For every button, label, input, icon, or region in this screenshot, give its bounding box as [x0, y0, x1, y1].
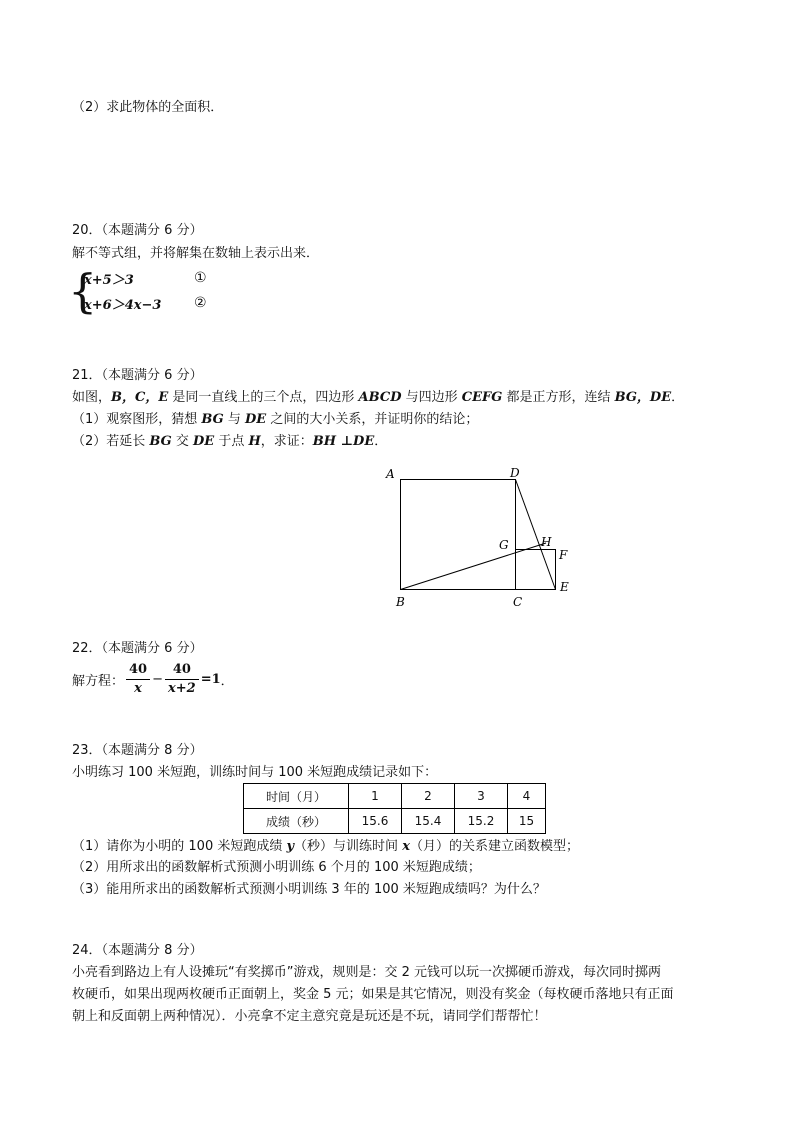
- text: 交: [171, 434, 194, 449]
- q20-ineq2: x+6＞4x−3: [84, 298, 162, 313]
- text: ．: [374, 434, 388, 449]
- label-a: A: [386, 467, 395, 481]
- numerator: 40: [165, 661, 199, 680]
- label-d: D: [510, 466, 520, 480]
- label-e: E: [560, 580, 569, 594]
- square-abcd: ABCD: [358, 390, 402, 405]
- q23-part2: （2）用所求出的函数解析式预测小明训练 6 个月的 100 米短跑成绩；: [72, 860, 481, 875]
- conclusion: BH ⊥DE: [312, 434, 375, 449]
- text: 于点: [214, 434, 249, 449]
- row-label: 成绩（秒）: [244, 809, 349, 834]
- q23-header: 23．（本题满分 8 分）: [72, 743, 203, 758]
- label-b: B: [396, 595, 405, 609]
- q21-header: 21．（本题满分 6 分）: [72, 368, 203, 383]
- seg-bg: BG: [149, 434, 172, 449]
- geometry-figure: [380, 460, 580, 612]
- minus-sign: −: [152, 671, 164, 687]
- label-f: F: [559, 548, 568, 562]
- q20-ineq1: x+5＞3: [84, 273, 134, 288]
- table-row: [244, 784, 546, 809]
- q20-prompt: 解不等式组，并将解集在数轴上表示出来．: [72, 246, 320, 261]
- text: 是同一直线上的三个点，四边形: [168, 390, 359, 405]
- denominator: x+2: [168, 680, 196, 696]
- text: （2）若延长: [72, 434, 150, 449]
- text: （月）的关系建立函数模型；: [409, 839, 579, 854]
- q21-line1: [72, 387, 684, 409]
- q21-line3: [72, 431, 387, 453]
- fraction-1: [126, 661, 150, 698]
- table-cell: 15.4: [402, 809, 455, 834]
- seg-bg: BG: [201, 412, 224, 427]
- text: 与四边形: [401, 390, 462, 405]
- record-table: [243, 783, 546, 834]
- text: 与: [223, 412, 246, 427]
- seg-de: DE: [193, 434, 215, 449]
- square-abcd-shape: [401, 480, 516, 590]
- q20-mark1: ①: [194, 270, 207, 286]
- table-cell: 4: [508, 784, 546, 809]
- q24-line2: 枚硬币，如果出现两枚硬币正面朝上，奖金 5 元；如果是其它情况，则没有奖金（每枚硬币落地只有正面: [72, 987, 674, 1002]
- q23-part1: [72, 836, 579, 858]
- text: ．: [220, 673, 234, 689]
- square-cefg-shape: [516, 550, 556, 590]
- q21-line2: [72, 409, 478, 431]
- label-c: C: [513, 595, 523, 609]
- segments: BG，DE: [614, 390, 672, 405]
- square-cefg: CEFG: [461, 390, 503, 405]
- fraction-2: [165, 661, 199, 698]
- line-bh: [401, 543, 547, 590]
- q23-intro: 小明练习 100 米短跑，训练时间与 100 米短跑成绩记录如下：: [72, 765, 438, 780]
- numerator: 40: [126, 661, 150, 680]
- text: 之间的大小关系，并证明你的结论；: [266, 412, 479, 427]
- text: 如图，: [72, 390, 112, 405]
- label-h: H: [541, 535, 552, 549]
- text: （1）观察图形，猜想: [72, 412, 202, 427]
- q22-equation: [72, 659, 234, 699]
- label-g: G: [499, 538, 509, 552]
- text: ．: [671, 390, 685, 405]
- table-cell: 3: [455, 784, 508, 809]
- equation-label: 解方程：: [72, 673, 125, 689]
- seg-de: DE: [245, 412, 267, 427]
- row-label: 时间（月）: [244, 784, 349, 809]
- var-x: x: [402, 839, 410, 854]
- denominator: x: [134, 680, 142, 696]
- table-cell: 15: [508, 809, 546, 834]
- text: ，求证：: [260, 434, 313, 449]
- text: 都是正方形，连结: [502, 390, 615, 405]
- q24-line3: 朝上和反面朝上两种情况）．小亮拿不定主意究竟是玩还是不玩，请同学们帮帮忙！: [72, 1009, 547, 1024]
- system-brace: {: [68, 264, 98, 318]
- q22-header: 22．（本题满分 6 分）: [72, 641, 203, 656]
- rhs: =1: [200, 671, 221, 687]
- points-bce: B，C，E: [111, 390, 169, 405]
- table-row: [244, 809, 546, 834]
- table-cell: 15.6: [349, 809, 402, 834]
- q24-header: 24．（本题满分 8 分）: [72, 943, 203, 958]
- point-h: H: [248, 434, 261, 449]
- q20-mark2: ②: [194, 295, 207, 311]
- q23-part3: （3）能用所求出的函数解析式预测小明训练 3 年的 100 米短跑成绩吗？为什么？: [72, 882, 546, 897]
- q19-part2: （2）求此物体的全面积．: [72, 100, 224, 115]
- var-y: y: [286, 839, 295, 854]
- text: （1）请你为小明的 100 米短跑成绩: [72, 839, 287, 854]
- table-cell: 15.2: [455, 809, 508, 834]
- q20-header: 20．（本题满分 6 分）: [72, 223, 203, 238]
- table-cell: 2: [402, 784, 455, 809]
- text: （秒）与训练时间: [294, 839, 403, 854]
- q24-line1: 小亮看到路边上有人设摊玩“有奖掷币”游戏，规则是：交 2 元钱可以玩一次掷硬币游戏，每次同时掷两: [72, 965, 662, 980]
- table-cell: 1: [349, 784, 402, 809]
